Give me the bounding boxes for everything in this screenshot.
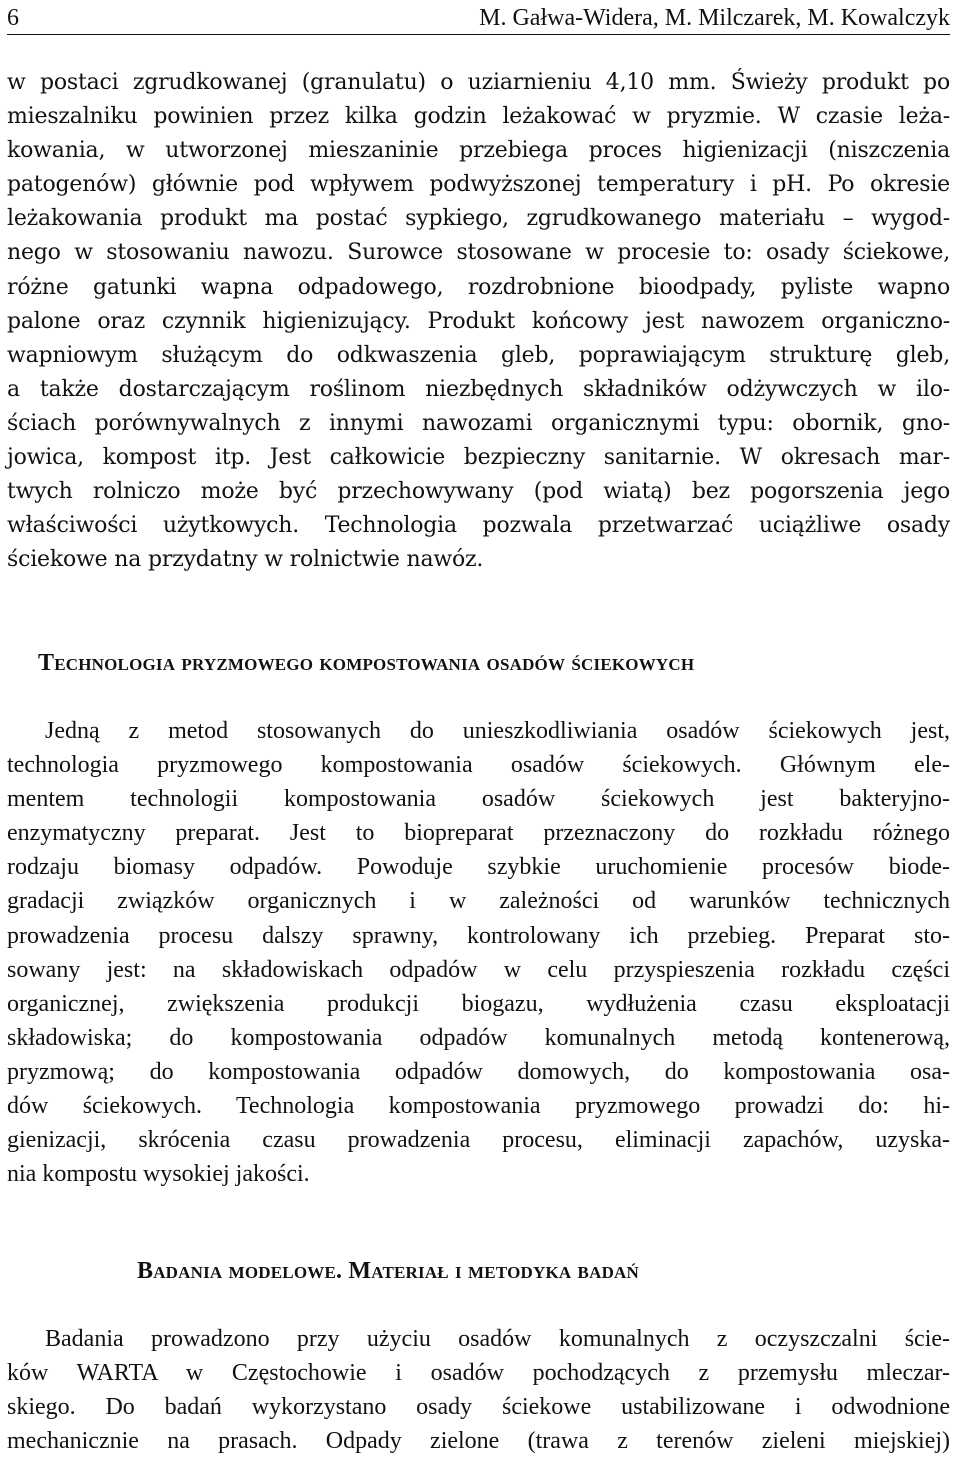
text-line: sowany jest: na składowiskach odpadów w celu przyspieszenia rozkładu części (7, 956, 950, 983)
section-heading-model-studies: Badania modelowe. Materiał i metodyka badań (137, 1258, 640, 1284)
text-line: a także dostarczającym roślinom niezbędnych składników odżywczych w ilo- (7, 376, 950, 402)
text-line: wapniowym służącym do odkwaszenia gleb, poprawiającym strukturę gleb, (7, 342, 950, 368)
text-line: różne gatunki wapna odpadowego, rozdrobnione bioodpady, pyliste wapno (7, 274, 950, 300)
text-line: twych rolniczo może być przechowywany (pod wiatą) bez pogorszenia jego (7, 479, 950, 505)
paragraph-3 (7, 1322, 950, 1458)
text-line: patogenów) głównie pod wpływem podwyższonej temperatury i pH. Po okresie (7, 172, 950, 198)
text-line: ściekowe na przydatny w rolnictwie nawóz. (7, 547, 484, 573)
text-line: nia kompostu wysokiej jakości. (7, 1161, 310, 1188)
text-line: pryzmową; do kompostowania odpadów domowych, do kompostowania osa- (7, 1058, 950, 1085)
text-line: w postaci zgrudkowanej (granulatu) o uziarnieniu 4,10 mm. Świeży produkt po (7, 70, 950, 95)
text-line: składowiska; do kompostowania odpadów komunalnych metodą kontenerową, (7, 1024, 950, 1051)
text-line: mechanicznie na prasach. Odpady zielone (trawa z terenów zieleni miejskiej) (7, 1428, 950, 1454)
text-line: ków WARTA w Częstochowie i osadów pochodzących z przemysłu mleczar- (7, 1360, 950, 1386)
text-line: palone oraz czynnik higienizujący. Produkt końcowy jest nawozem organiczno- (7, 308, 950, 334)
text-line: technologia pryzmowego kompostowania osadów ściekowych. Głównym ele- (7, 752, 950, 779)
section-heading-technology: Technologia pryzmowego kompostowania osadów ściekowych (38, 650, 695, 676)
text-line: skiego. Do badań wykorzystano osady ściekowe ustabilizowane i odwodnione (7, 1394, 950, 1420)
text-line: gienizacji, skrócenia czasu prowadzenia procesu, eliminacji zapachów, uzyska- (7, 1127, 950, 1154)
text-line: jowica, kompost itp. Jest całkowicie bezpieczny sanitarnie. W okresach mar- (7, 445, 950, 471)
text-line: mieszalniku powinien przez kilka godzin leżakować w pryzmie. W czasie leża- (7, 104, 950, 130)
text-line: dów ściekowych. Technologia kompostowania pryzmowego prowadzi do: hi- (7, 1093, 950, 1120)
text-line: gradacji związków organicznych i w zależności od warunków technicznych (7, 888, 950, 915)
text-line: Jedną z metod stosowanych do unieszkodliwiania osadów ściekowych jest, (45, 718, 950, 744)
text-line: Badania prowadzono przy użyciu osadów komunalnych z oczyszczalni ście- (45, 1326, 950, 1352)
text-line: organicznej, zwiększenia produkcji biogazu, wydłużenia czasu eksploatacji (7, 990, 950, 1017)
running-header-authors: M. Gałwa-Widera, M. Milczarek, M. Kowalczyk (479, 5, 950, 31)
text-line: leżakowania produkt ma postać sypkiego, zgrudkowanego materiału – wygod- (7, 206, 950, 232)
text-line: nego w stosowaniu nawozu. Surowce stosowane w procesie to: osady ściekowe, (7, 240, 950, 266)
running-header (7, 2, 950, 35)
text-line: właściwości użytkowych. Technologia pozwala przetwarzać uciążliwe osady (7, 513, 950, 539)
text-line: ściach porównywalnych z innymi nawozami organicznymi typu: obornik, gno- (7, 410, 950, 436)
page-number: 6 (7, 5, 19, 31)
text-line: mentem technologii kompostowania osadów ściekowych jest bakteryjno- (7, 786, 950, 813)
paragraph-1 (7, 66, 950, 577)
text-line: kowania, w utworzonej mieszaninie przebiega proces higienizacji (niszczenia (7, 138, 950, 164)
text-line: rodzaju biomasy odpadów. Powoduje szybkie uruchomienie procesów biode- (7, 854, 950, 881)
paragraph-2 (7, 714, 950, 1191)
text-line: prowadzenia procesu dalszy sprawny, kontrolowany ich przebieg. Preparat sto- (7, 922, 950, 949)
text-line: enzymatyczny preparat. Jest to biopreparat przeznaczony do rozkładu różnego (7, 820, 950, 847)
